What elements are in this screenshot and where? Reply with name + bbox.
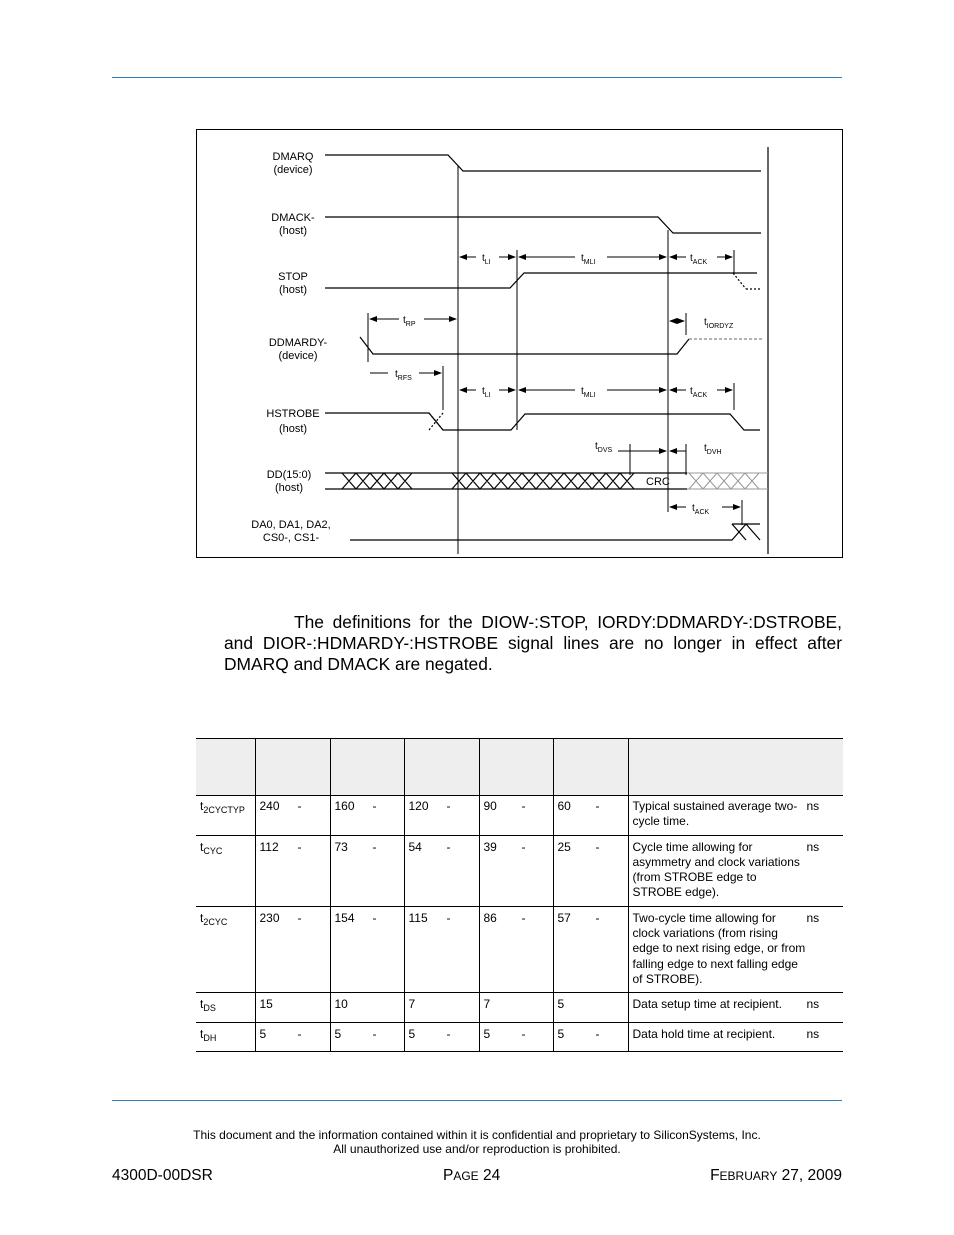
label-t-ack-2: $t_{ACK}$ xyxy=(690,386,708,399)
mode-cell xyxy=(255,796,330,836)
header-cell xyxy=(479,739,553,796)
min-value: 5 xyxy=(334,1026,342,1041)
param-cell: $t_{DH}$ xyxy=(196,1022,255,1051)
header-cell xyxy=(330,739,404,796)
waveform-hstrobe xyxy=(325,413,760,430)
doc-date: FEBRUARY 27, 2009 xyxy=(710,1167,842,1184)
max-value: - xyxy=(372,1026,377,1041)
max-value: - xyxy=(595,910,600,925)
mode-cell xyxy=(255,835,330,906)
signal-owner-dd: (host) xyxy=(274,482,304,494)
label-t-mli-1: $t_{MLI}$ xyxy=(581,253,596,266)
mode-cell xyxy=(553,1022,628,1051)
min-value: 120 xyxy=(408,799,429,813)
signal-labels xyxy=(251,151,330,544)
signal-name-stop: STOP xyxy=(278,271,308,283)
mode-cell xyxy=(330,1022,404,1051)
label-t-rp: $t_{RP}$ xyxy=(403,315,416,328)
mode-cell xyxy=(479,906,553,992)
timing-table xyxy=(196,738,843,1052)
label-t-dvs: $t_{DVS}$ xyxy=(595,441,613,454)
min-value: 7 xyxy=(408,997,416,1012)
waveform-ddmardy xyxy=(360,337,689,354)
mode-cell xyxy=(404,906,479,992)
signal-owner-dmarq: (device) xyxy=(273,164,313,176)
min-value: 60 xyxy=(557,799,571,813)
description-text: Data hold time at recipient. xyxy=(632,1026,776,1041)
min-value: 86 xyxy=(483,910,497,925)
table-row xyxy=(196,796,843,836)
mode-cell xyxy=(553,796,628,836)
mode-cell xyxy=(255,1022,330,1051)
description-text: Data setup time at recipient. xyxy=(632,997,782,1012)
max-value: - xyxy=(297,799,302,813)
header-cell xyxy=(255,739,330,796)
mode-cell xyxy=(404,993,479,1022)
max-value: - xyxy=(521,799,526,813)
mode-cell xyxy=(330,835,404,906)
description-cell xyxy=(628,835,843,906)
unit-text: ns xyxy=(806,997,820,1012)
signal-owner-hstrobe: (host) xyxy=(278,423,308,435)
min-value: 230 xyxy=(259,910,280,925)
description-text: Typical sustained average two-cycle time. xyxy=(632,799,798,829)
mode-cell xyxy=(479,993,553,1022)
table-body xyxy=(196,796,843,1052)
label-t-rfs: $t_{RFS}$ xyxy=(395,369,412,382)
mode-cell xyxy=(404,835,479,906)
label-t-iordyz: $t_{IORDYZ}$ xyxy=(704,317,734,330)
header-cell xyxy=(196,739,255,796)
label-t-li-1: $t_{LI}$ xyxy=(482,253,491,266)
max-value: - xyxy=(446,910,451,925)
max-value: - xyxy=(372,799,377,813)
max-value: - xyxy=(446,839,451,854)
signal-owner-stop: (host) xyxy=(278,284,308,296)
crc-label: CRC xyxy=(646,476,670,488)
mode-cell xyxy=(553,993,628,1022)
waveform-dd xyxy=(342,473,634,489)
mode-cell xyxy=(553,906,628,992)
mode-cell xyxy=(255,906,330,992)
min-value: 154 xyxy=(334,910,355,925)
timing-labels xyxy=(395,253,734,516)
min-value: 90 xyxy=(483,799,497,813)
max-value: - xyxy=(297,1026,302,1041)
unit-text: ns xyxy=(806,1026,820,1041)
unit-text: ns xyxy=(806,799,820,813)
label-t-li-2: $t_{LI}$ xyxy=(482,386,491,399)
table-row xyxy=(196,1022,843,1051)
mode-cell xyxy=(330,906,404,992)
waveform-da xyxy=(350,524,760,540)
max-value: - xyxy=(595,799,600,813)
mode-cell xyxy=(479,835,553,906)
max-value: - xyxy=(372,839,377,854)
param-cell: $t_{CYC}$ xyxy=(196,835,255,906)
mode-cell xyxy=(255,993,330,1022)
table-header-row xyxy=(196,739,843,796)
mode-cell xyxy=(330,993,404,1022)
min-value: 10 xyxy=(334,997,348,1012)
mode-cell xyxy=(404,1022,479,1051)
min-value: 5 xyxy=(259,1026,267,1041)
max-value: - xyxy=(297,910,302,925)
description-cell xyxy=(628,906,843,992)
min-value: 5 xyxy=(483,1026,491,1041)
waveform-stop xyxy=(325,273,757,288)
table-row xyxy=(196,993,843,1022)
min-value: 5 xyxy=(557,1026,565,1041)
description-cell xyxy=(628,796,843,836)
signal-owner-da: CS0-, CS1- xyxy=(262,532,320,544)
note-text: The definitions for the DIOW-:STOP, IORDY:DDMARDY-:DSTROBE, and DIOR-:HDMARDY-:HSTROBE signal lines are no longer in effect after DMARQ and DMACK are negated. xyxy=(224,612,842,674)
max-value: - xyxy=(595,1026,600,1041)
min-value: 112 xyxy=(259,839,279,854)
header-cell xyxy=(628,739,843,796)
param-cell: $t_{DS}$ xyxy=(196,993,255,1022)
min-value: 7 xyxy=(483,997,491,1012)
signal-owner-ddmardy: (device) xyxy=(278,350,318,362)
signal-name-da: DA0, DA1, DA2, xyxy=(251,519,331,531)
signal-name-dmack: DMACK- xyxy=(271,212,315,224)
doc-number: 4300D-00DSR xyxy=(112,1167,213,1184)
signal-name-hstrobe: HSTROBE xyxy=(266,408,320,420)
confidentiality-line-2: All unauthorized use and/or reproduction is prohibited. xyxy=(333,1142,621,1156)
min-value: 39 xyxy=(483,839,497,854)
description-text: Two-cycle time allowing for clock variations (from rising edge to next rising edge, or from falling edge to next falling edge of STROBE). xyxy=(632,910,806,986)
mode-cell xyxy=(479,796,553,836)
timing-diagram xyxy=(196,129,843,558)
table-row xyxy=(196,906,843,992)
header-cell xyxy=(404,739,479,796)
max-value: - xyxy=(297,839,302,854)
unit-text: ns xyxy=(806,910,820,925)
waveform-dmarq xyxy=(325,155,761,171)
table-row xyxy=(196,835,843,906)
min-value: 115 xyxy=(408,910,428,925)
mode-cell xyxy=(404,796,479,836)
min-value: 25 xyxy=(557,839,571,854)
max-value: - xyxy=(446,1026,451,1041)
min-value: 57 xyxy=(557,910,571,925)
description-cell xyxy=(628,1022,843,1051)
max-value: - xyxy=(446,799,451,813)
note-paragraph xyxy=(224,612,842,675)
signal-name-ddmardy: DDMARDY- xyxy=(268,337,328,349)
page-number: PAGE 24 xyxy=(443,1167,501,1184)
min-value: 160 xyxy=(334,799,355,813)
signal-owner-dmack: (host) xyxy=(278,225,308,237)
param-cell: $t_{2CYCTYP}$ xyxy=(196,796,255,836)
label-t-dvh: $t_{DVH}$ xyxy=(704,443,722,456)
min-value: 54 xyxy=(408,839,422,854)
min-value: 5 xyxy=(408,1026,416,1041)
min-value: 73 xyxy=(334,839,348,854)
label-t-ack-1: $t_{ACK}$ xyxy=(690,253,708,266)
header-rule xyxy=(112,77,842,78)
description-text: Cycle time allowing for asymmetry and clock variations (from STROBE edge to STROBE edge). xyxy=(632,839,800,900)
mode-cell xyxy=(479,1022,553,1051)
max-value: - xyxy=(521,839,526,854)
confidentiality-notice xyxy=(112,1128,842,1156)
label-t-mli-2: $t_{MLI}$ xyxy=(581,386,596,399)
min-value: 5 xyxy=(557,997,565,1012)
description-cell xyxy=(628,993,843,1022)
max-value: - xyxy=(372,910,377,925)
max-value: - xyxy=(521,1026,526,1041)
signal-name-dd: DD(15:0) xyxy=(266,469,312,481)
mode-cell xyxy=(553,835,628,906)
header-cell xyxy=(553,739,628,796)
max-value: - xyxy=(595,839,600,854)
waveform-dmack xyxy=(325,217,761,233)
min-value: 240 xyxy=(259,799,280,813)
signal-name-dmarq: DMARQ xyxy=(272,151,314,163)
min-value: 15 xyxy=(259,997,273,1012)
confidentiality-line-1: This document and the information contained within it is confidential and proprietary to SiliconSystems, Inc. xyxy=(193,1128,761,1142)
param-cell: $t_{2CYC}$ xyxy=(196,906,255,992)
label-t-ack-3: $t_{ACK}$ xyxy=(692,503,710,516)
max-value: - xyxy=(521,910,526,925)
unit-text: ns xyxy=(806,839,820,854)
footer-rule xyxy=(112,1100,842,1101)
mode-cell xyxy=(330,796,404,836)
